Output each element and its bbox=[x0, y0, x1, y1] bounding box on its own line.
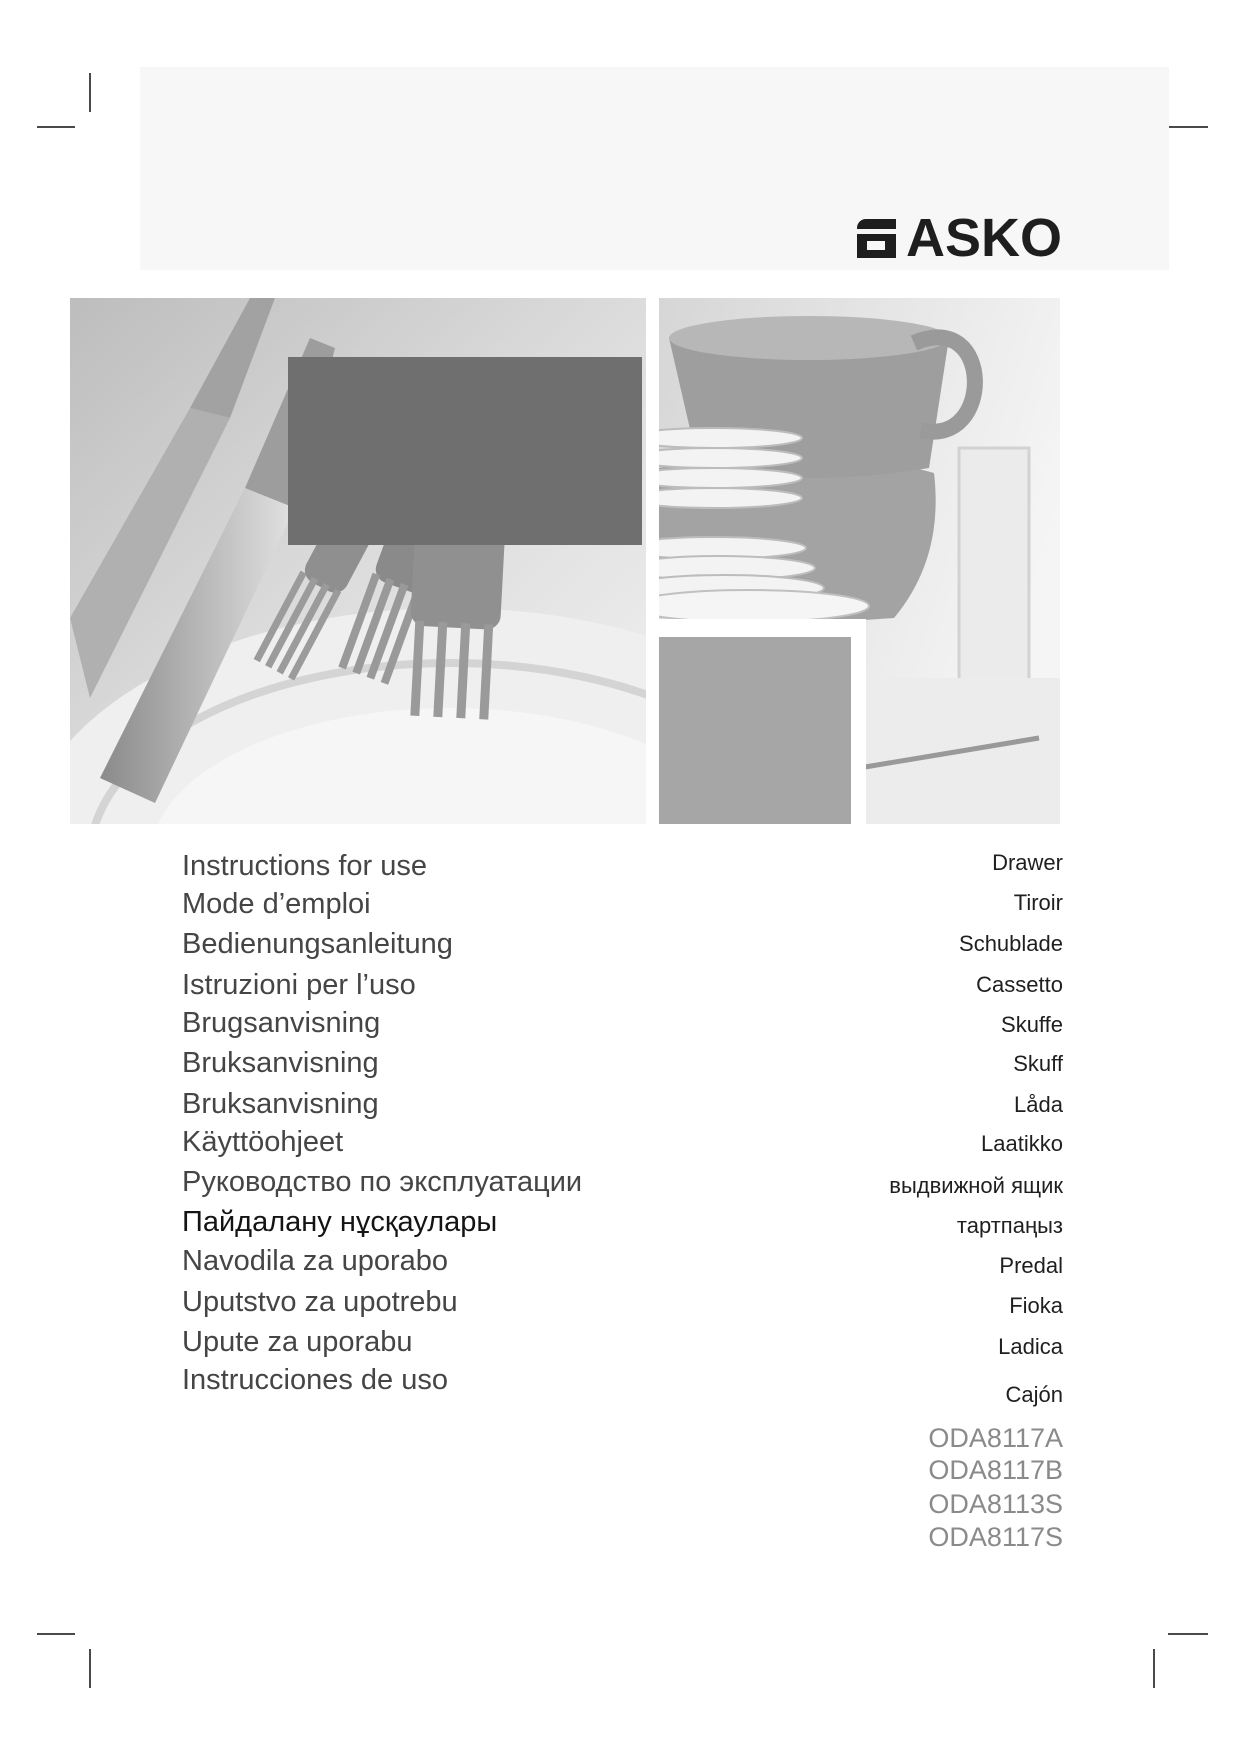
instruction-title: Upute za uporabu bbox=[182, 1326, 413, 1358]
crop-mark-bottom-right-horizontal bbox=[1168, 1633, 1208, 1635]
instruction-title: Instrucciones de uso bbox=[182, 1364, 448, 1396]
instruction-title: Пайдалану нұсқаулары bbox=[182, 1206, 498, 1238]
appliance-name: Skuffe bbox=[1001, 1012, 1063, 1037]
instruction-title: Käyttöohjeet bbox=[182, 1126, 344, 1158]
crop-mark-bottom-right-vertical bbox=[1153, 1649, 1155, 1688]
model-number: ODA8117A bbox=[928, 1423, 1063, 1453]
appliance-name: тартпаңыз bbox=[956, 1213, 1063, 1238]
gray-square-overlay bbox=[659, 637, 851, 824]
model-number: ODA8113S bbox=[928, 1489, 1063, 1519]
appliance-name: Låda bbox=[1014, 1092, 1063, 1117]
appliance-name: Schublade bbox=[959, 931, 1063, 956]
crop-mark-top-left-horizontal bbox=[37, 126, 75, 128]
asko-logo-icon bbox=[857, 219, 896, 258]
instruction-title: Mode d’emploi bbox=[182, 888, 371, 920]
model-number: ODA8117S bbox=[928, 1522, 1063, 1552]
crop-mark-top-right-horizontal bbox=[1168, 126, 1208, 128]
dark-rectangle-overlay bbox=[288, 357, 642, 545]
appliance-name: Drawer bbox=[992, 850, 1063, 875]
appliance-name: Skuff bbox=[1013, 1051, 1063, 1076]
appliance-name: Ladica bbox=[998, 1334, 1063, 1359]
appliance-name: Fioka bbox=[1009, 1293, 1063, 1318]
appliance-name: Predal bbox=[999, 1253, 1063, 1278]
instruction-title: Bruksanvisning bbox=[182, 1047, 379, 1079]
crop-mark-top-left-vertical bbox=[89, 73, 91, 112]
appliance-name: Laatikko bbox=[981, 1131, 1063, 1156]
crop-mark-bottom-left-vertical bbox=[89, 1649, 91, 1688]
appliance-name: Cajón bbox=[1005, 1382, 1063, 1407]
brand-name: ASKO bbox=[906, 208, 1063, 268]
instruction-title: Руководство по эксплуатации bbox=[182, 1166, 583, 1198]
instruction-title: Navodila za uporabo bbox=[182, 1245, 449, 1277]
instruction-title: Istruzioni per l’uso bbox=[182, 969, 416, 1001]
appliance-name: выдвижной ящик bbox=[889, 1173, 1063, 1198]
instruction-title: Bruksanvisning bbox=[182, 1088, 379, 1120]
appliance-name: Cassetto bbox=[976, 972, 1063, 997]
instruction-title: Instructions for use bbox=[182, 850, 427, 882]
instruction-title: Bedienungsanleitung bbox=[182, 928, 453, 960]
instruction-title: Brugsanvisning bbox=[182, 1007, 381, 1039]
appliance-name: Tiroir bbox=[1013, 890, 1063, 915]
crop-mark-bottom-left-horizontal bbox=[37, 1633, 75, 1635]
instruction-title: Uputstvo za upotrebu bbox=[182, 1286, 458, 1318]
model-number: ODA8117B bbox=[928, 1455, 1063, 1485]
